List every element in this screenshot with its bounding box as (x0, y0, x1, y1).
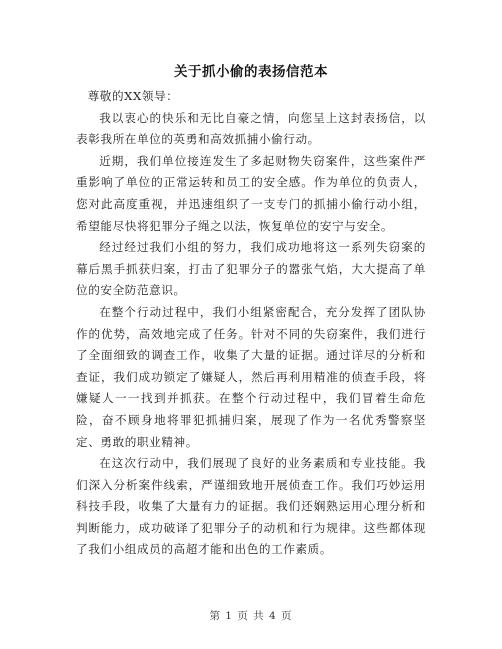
page-number: 第 1 页 共 4 页 (209, 610, 293, 622)
salutation: 尊敬的XX领导： (87, 89, 179, 103)
paragraph-4: 在整个行动过程中，我们小组紧密配合，充分发挥了团队协作的优势，高效地完成了任务。针对不同的失窃案件，我们进行了全面细致的调查工作，收集了大量的证据。通过详尽的分析和查证，我们成功锁定了嫌疑人，然后再利用精准的侦查手段，将嫌疑人一一找到并抓获。在整个行动过程中，我们冒着生命危险，奋不顾身地将罪犯抓捕归案，展现了作为一名优秀警察坚定、勇敢的职业精神。 (76, 304, 426, 449)
paragraph-1: 我以衷心的快乐和无比自豪之情，向您呈上这封表扬信，以表彰我所在单位的英勇和高效抓捕小偷行动。 (76, 110, 426, 147)
document-title: 关于抓小偷的表扬信范本 (174, 64, 328, 80)
paragraph-5: 在这次行动中，我们展现了良好的业务素质和专业技能。我们深入分析案件线索，严谨细致地开展侦查工作。我们巧妙运用科技手段，收集了大量有力的证据。我们还娴熟运用心理分析和判断能力，成功破译了犯罪分子的动机和行为规律。这些都体现了我们小组成员的高超才能和出色的工作素质。 (76, 456, 426, 557)
document-body (76, 86, 426, 561)
paragraph-3: 经过经过我们小组的努力，我们成功地将这一系列失窃案的幕后黑手抓获归案，打击了犯罪分子的嚣张气焰，大大提高了单位的安全防范意识。 (76, 240, 426, 298)
paragraph-2: 近期，我们单位接连发生了多起财物失窃案件，这些案件严重影响了单位的正常运转和员工的安全感。作为单位的负责人，您对此高度重视，并迅速组织了一支专门的抓捕小偷行动小组，希望能尽快将犯罪分子绳之以法，恢复单位的安宁与安全。 (76, 153, 426, 233)
